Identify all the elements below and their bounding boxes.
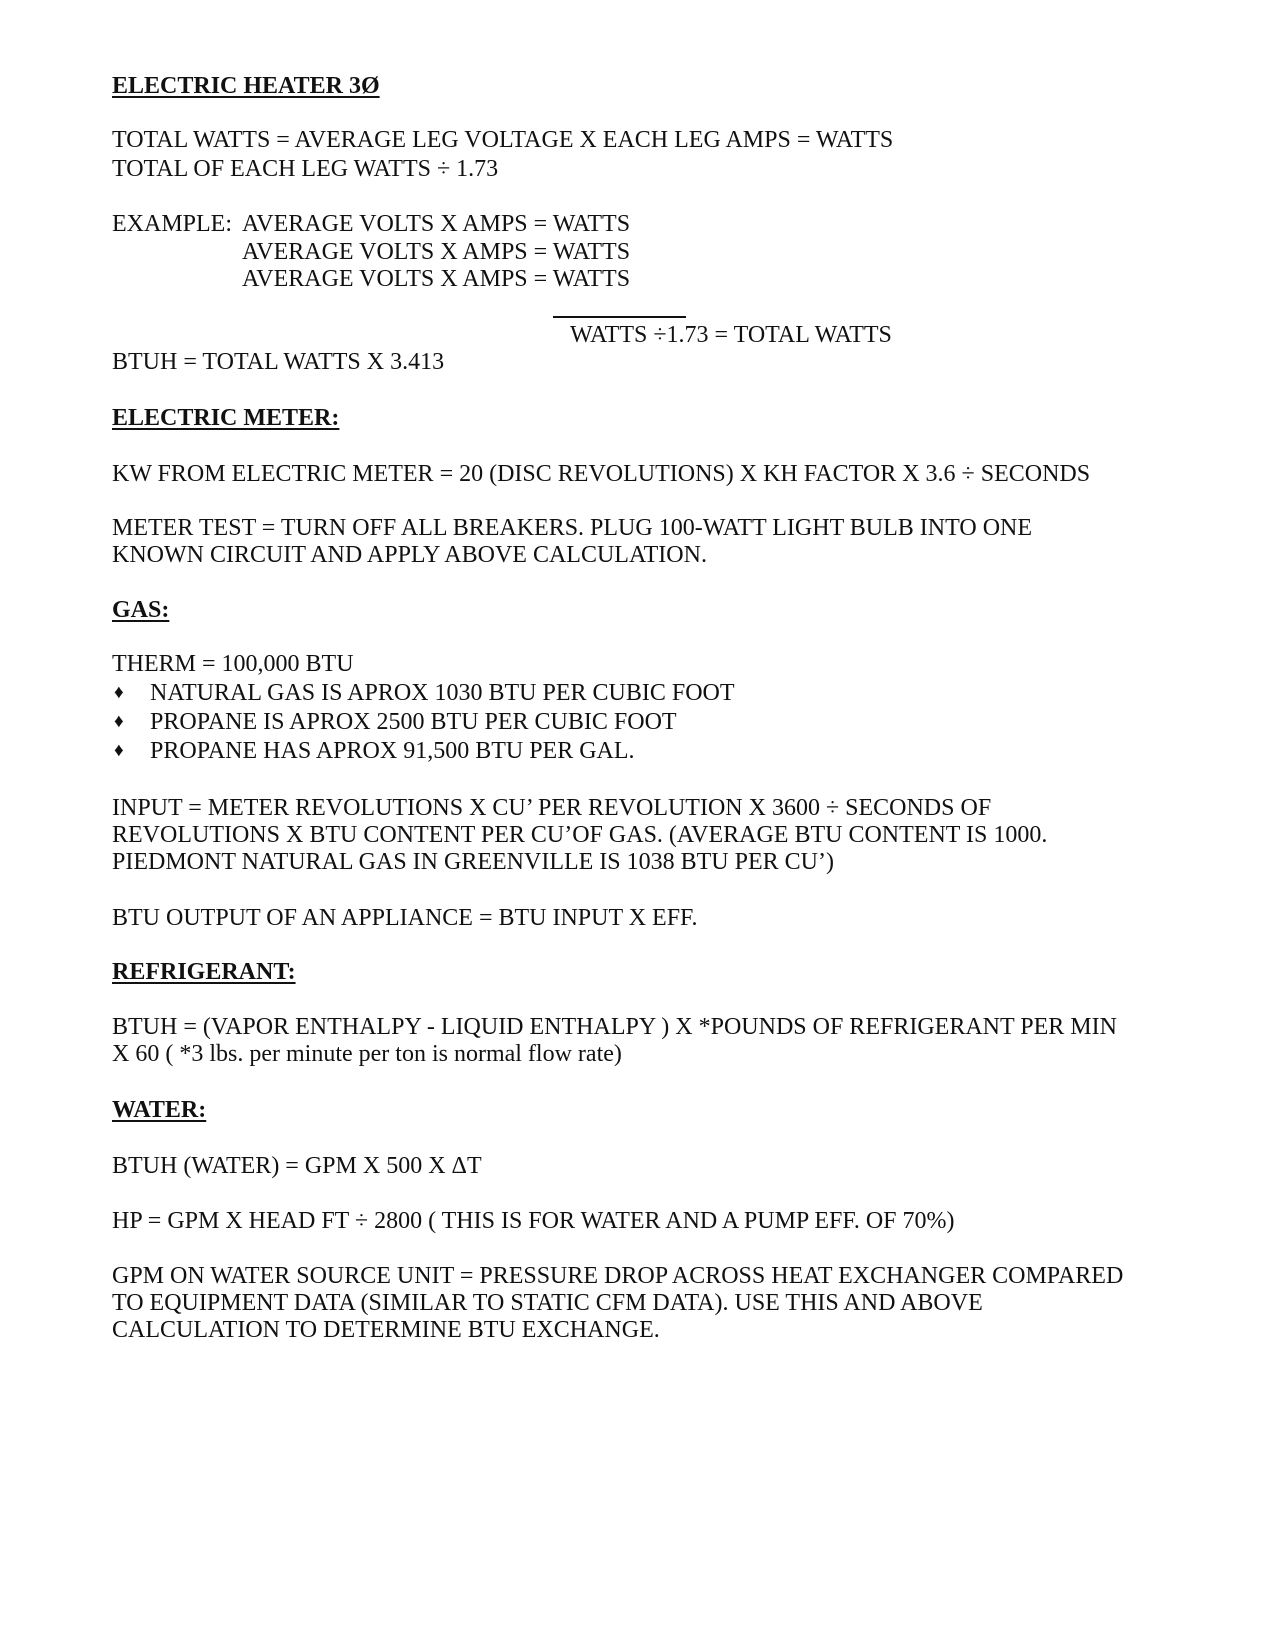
diamond-bullet-icon: ♦ bbox=[114, 711, 124, 732]
refrigerant-formula: X 60 ( *3 lbs. per minute per ton is normal flow rate) bbox=[112, 1041, 622, 1067]
example-row: AVERAGE VOLTS X AMPS = WATTS bbox=[242, 211, 631, 237]
btu-output-line: BTU OUTPUT OF AN APPLIANCE = BTU INPUT X EFF. bbox=[112, 905, 698, 931]
sum-rule bbox=[553, 316, 686, 318]
kw-formula: KW FROM ELECTRIC METER = 20 (DISC REVOLUTIONS) X KH FACTOR X 3.6 ÷ SECONDS bbox=[112, 461, 1091, 487]
therm-line: THERM = 100,000 BTU bbox=[112, 651, 354, 677]
gpm-line: TO EQUIPMENT DATA (SIMILAR TO STATIC CFM DATA). USE THIS AND ABOVE bbox=[112, 1290, 983, 1316]
heading-gas: GAS: bbox=[112, 597, 170, 623]
list-item: PROPANE IS APROX 2500 BTU PER CUBIC FOOT bbox=[150, 709, 677, 735]
diamond-bullet-icon: ♦ bbox=[114, 682, 124, 703]
heading-water: WATER: bbox=[112, 1097, 207, 1123]
meter-test-line: KNOWN CIRCUIT AND APPLY ABOVE CALCULATION. bbox=[112, 542, 707, 568]
total-watts-divide: TOTAL OF EACH LEG WATTS ÷ 1.73 bbox=[112, 156, 499, 182]
btuh-formula: BTUH = TOTAL WATTS X 3.413 bbox=[112, 349, 445, 375]
gpm-line: CALCULATION TO DETERMINE BTU EXCHANGE. bbox=[112, 1317, 660, 1343]
water-btuh-formula: BTUH (WATER) = GPM X 500 X ΔT bbox=[112, 1153, 482, 1179]
example-label: EXAMPLE: bbox=[112, 211, 232, 237]
pump-hp-formula: HP = GPM X HEAD FT ÷ 2800 ( THIS IS FOR WATER AND A PUMP EFF. OF 70%) bbox=[112, 1208, 955, 1234]
gpm-line: GPM ON WATER SOURCE UNIT = PRESSURE DROP ACROSS HEAT EXCHANGER COMPARED bbox=[112, 1263, 1124, 1289]
example-row: AVERAGE VOLTS X AMPS = WATTS bbox=[242, 239, 631, 265]
total-watts-formula: TOTAL WATTS = AVERAGE LEG VOLTAGE X EACH LEG AMPS = WATTS bbox=[112, 127, 894, 153]
example-row: AVERAGE VOLTS X AMPS = WATTS bbox=[242, 266, 631, 292]
gas-input-line: PIEDMONT NATURAL GAS IN GREENVILLE IS 1038 BTU PER CU’) bbox=[112, 849, 834, 875]
refrigerant-formula: BTUH = (VAPOR ENTHALPY - LIQUID ENTHALPY ) X *POUNDS OF REFRIGERANT PER MIN bbox=[112, 1014, 1117, 1040]
total-watts-result: WATTS ÷1.73 = TOTAL WATTS bbox=[570, 322, 892, 348]
gas-input-line: REVOLUTIONS X BTU CONTENT PER CU’OF GAS. (AVERAGE BTU CONTENT IS 1000. bbox=[112, 822, 1048, 848]
heading-refrigerant: REFRIGERANT: bbox=[112, 959, 296, 985]
heading-electric-meter: ELECTRIC METER: bbox=[112, 405, 340, 431]
list-item: PROPANE HAS APROX 91,500 BTU PER GAL. bbox=[150, 738, 635, 764]
gas-input-line: INPUT = METER REVOLUTIONS X CU’ PER REVOLUTION X 3600 ÷ SECONDS OF bbox=[112, 795, 992, 821]
heading-electric-heater: ELECTRIC HEATER 3Ø bbox=[112, 73, 380, 99]
list-item: NATURAL GAS IS APROX 1030 BTU PER CUBIC FOOT bbox=[150, 680, 735, 706]
diamond-bullet-icon: ♦ bbox=[114, 740, 124, 761]
meter-test-line: METER TEST = TURN OFF ALL BREAKERS. PLUG 100-WATT LIGHT BULB INTO ONE bbox=[112, 515, 1033, 541]
